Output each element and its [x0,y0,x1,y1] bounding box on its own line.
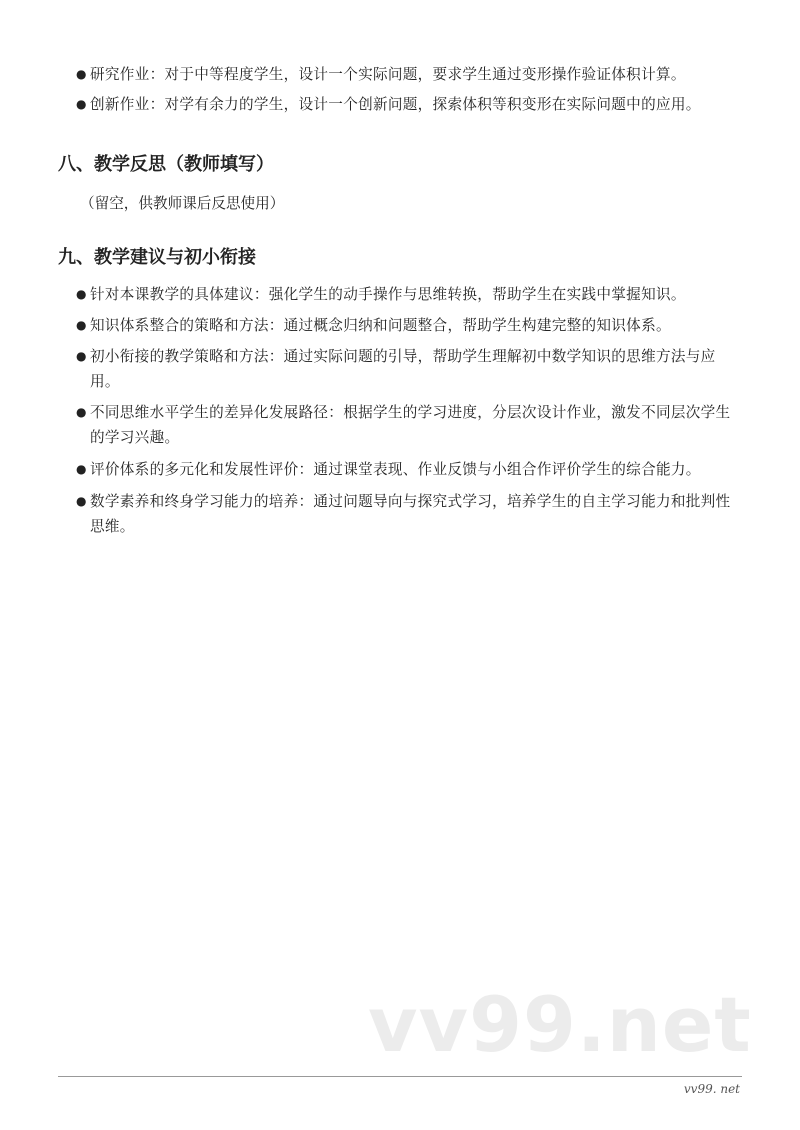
bullet-icon: ● [76,494,87,508]
watermark: vv99.net [368,980,752,1069]
list-item-text: 针对本课教学的具体建议：强化学生的动手操作与思维转换，帮助学生在实践中掌握知识。 [90,286,686,303]
footer-divider [58,1076,742,1077]
bullet-icon: ● [76,318,87,332]
bullet-icon: ● [76,462,87,476]
footer-text: vv99. net [683,1082,740,1096]
bullet-icon: ● [76,349,87,363]
list-item-text: 研究作业：对于中等程度学生，设计一个实际问题，要求学生通过变形操作验证体积计算。 [90,66,686,83]
bullet-icon: ● [76,287,87,301]
bullet-icon: ● [76,405,87,419]
list-item [76,282,740,307]
section-heading: 八、教学反思（教师填写） [58,154,274,175]
list-item-text: 创新作业：对学有余力的学生，设计一个创新问题，探索体积等积变形在实际问题中的应用。 [90,96,701,113]
list-item [76,489,740,539]
section-note: （留空，供教师课后反思使用） [80,195,285,212]
list-item [76,62,740,87]
section-heading: 九、教学建议与初小衔接 [58,247,256,268]
list-item [76,92,740,117]
list-item-text: 知识体系整合的策略和方法：通过概念归纳和问题整合，帮助学生构建完整的知识体系。 [90,317,671,334]
list-item-text: 不同思维水平学生的差异化发展路径：根据学生的学习进度，分层次设计作业，激发不同层次学生的学习兴趣。 [90,404,731,446]
list-item [76,313,740,338]
list-item [76,457,740,482]
bullet-icon: ● [76,67,87,81]
list-item-text: 数学素养和终身学习能力的培养：通过问题导向与探究式学习，培养学生的自主学习能力和批判性思维。 [90,493,731,535]
bullet-icon: ● [76,97,87,111]
list-item [76,400,740,450]
list-item [76,344,740,394]
list-item-text: 评价体系的多元化和发展性评价：通过课堂表现、作业反馈与小组合作评价学生的综合能力。 [90,461,701,478]
list-item-text: 初小衔接的教学策略和方法：通过实际问题的引导，帮助学生理解初中数学知识的思维方法与应用。 [90,348,716,390]
